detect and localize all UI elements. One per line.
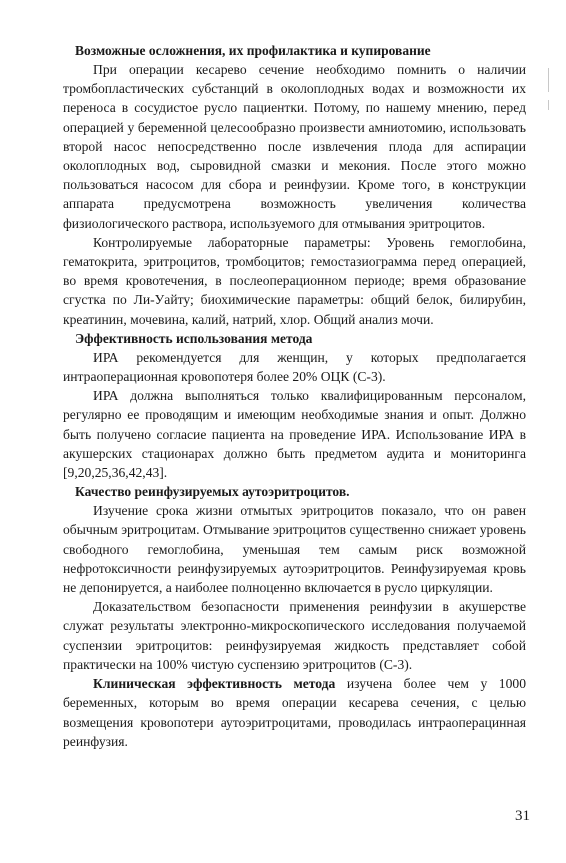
paragraph-text: Доказательством безопасности применения реинфузии в акушерстве служат результаты электронно-микроскопического исследования получаемой суспензии эритроцитов: реинфузируемая жидкость представляет собой практически на 100% чистую суспензию эритроцитов (С-3).	[63, 599, 526, 672]
paragraph	[63, 348, 526, 386]
paragraph-text: ИРА рекомендуется для женщин, у которых предполагается интраоперационная кровопотеря более 20% ОЦК (С-3).	[63, 349, 526, 385]
paragraph	[63, 60, 526, 233]
paragraph-text: Возможные осложнения, их профилактика и купирование	[75, 43, 431, 58]
section-heading	[63, 482, 526, 501]
scan-edge-mark	[548, 100, 549, 110]
paragraph	[63, 233, 526, 329]
paragraph	[63, 501, 526, 597]
paragraph-text: ИРА должна выполняться только квалифицированным персоналом, регулярно ее проводящим и имеющим необходимые знания и опыт. Должно быть получено согласие пациента на проведение ИРА. Использование ИРА в акушерских стационарах должно быть предметом аудита и мониторинга [9,20,25,36,42,43].	[63, 388, 526, 481]
paragraph-text: Контролируемые лабораторные параметры: Уровень гемоглобина, гематокрита, эритроцитов, тромбоцитов; гемостазиограмма перед операцией, во время кровотечения, в послеоперационном периоде; время образование сгустка по Ли-Уайту; биохимические параметры: общий белок, билирубин, креатинин, мочевина, калий, натрий, хлор. Общий анализ мочи.	[63, 234, 526, 327]
paragraph-text: Эффективность использования метода	[75, 330, 313, 346]
paragraph-text: При операции кесарево сечение необходимо помнить о наличии тромбопластических субстанций в околоплодных водах и возможности их переноса в сосудистое русло пациентки. Потому, по нашему мнению, перед операцией у беременной целесообразно произвести амниотомию, использовать второй насос непосредственно после извлечения плода для аспирации околоплодных вод, сыровидной смазки и мекония. После этого можно пользоваться насосом для сбора и реинфузии. Кроме того, в конструкции аппарата предусмотрена возможность увеличения количества физиологического раствора, используемого для отмывания эритроцитов.	[63, 62, 526, 231]
paragraph	[63, 597, 526, 674]
paragraph	[63, 674, 526, 751]
scan-edge-mark	[548, 68, 549, 92]
paragraph-text: Качество реинфузируемых аутоэритроцитов.	[75, 484, 350, 500]
page-number: 31	[515, 808, 530, 824]
paragraph-text: изучена более чем у 1000 беременных, которым во время операции кесарева сечения, с целью возмещения кровопотери аутоэритроцитами, проводилась интраоперацинная реинфузия.	[63, 676, 526, 749]
page-content	[63, 41, 526, 751]
section-heading	[63, 329, 526, 348]
paragraph-text: Изучение срока жизни отмытых эритроцитов показало, что он равен обычным эритроцитам. Отмывание эритроцитов существенно снижает уровень свободного гемоглобина, уменьшая тем самым риск возможной нефротоксичности реинфузируемых аутоэритроцитов. Реинфузируемая кровь не депонируется, а наиболее полноценно включается в русло циркуляции.	[63, 503, 526, 596]
section-heading	[63, 41, 526, 60]
paragraph	[63, 386, 526, 482]
paragraph-lead: Клиническая эффективность метода	[93, 676, 336, 692]
